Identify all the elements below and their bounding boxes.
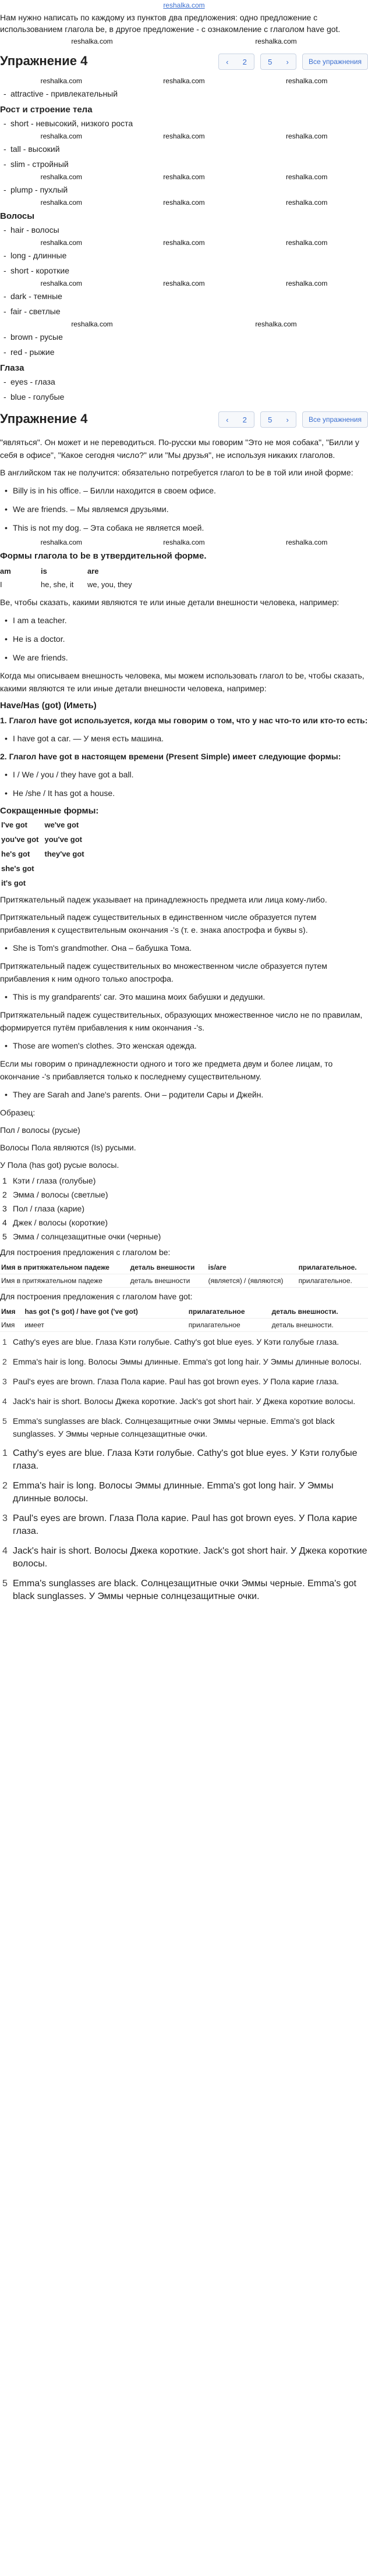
watermark: reshalka.com — [40, 538, 83, 546]
form-cell — [134, 578, 368, 591]
be-example: • He is a doctor. — [0, 630, 368, 648]
watermark-row — [0, 76, 368, 86]
watermark: reshalka.com — [255, 37, 297, 45]
task-list-item: 1 Кэти / глаза (голубые) — [2, 1176, 96, 1185]
grammar-example: • This is not my dog. – Эта собака не является моей. — [0, 518, 368, 537]
watermark: reshalka.com — [40, 77, 83, 85]
vocab-item: - short - короткие — [0, 263, 368, 278]
watermark-row — [0, 131, 368, 141]
answer-item: 2 Emma's hair is long. Волосы Эммы длинные. Emma's got long hair. У Эммы длинные волосы. — [2, 1357, 362, 1366]
watermark-row — [0, 537, 368, 548]
answers-big — [0, 1444, 368, 1607]
form-cell: are — [87, 567, 99, 575]
have-heading: Have/Has (got) (Иметь) — [0, 701, 97, 710]
have-example: • I have got a car. — У меня есть машина. — [0, 729, 368, 748]
short-forms-heading: Сокращенные формы: — [0, 806, 99, 816]
watermark: reshalka.com — [163, 279, 205, 287]
vocab-item: - long - длинные — [0, 248, 368, 263]
short-form: she's got — [1, 864, 34, 873]
be-construction-table — [0, 1261, 368, 1288]
answer-item-big: 2 Emma's hair is long. Волосы Эммы длинные. Emma's got long hair. У Эммы длинные волосы. — [2, 1481, 334, 1504]
watermark: reshalka.com — [255, 320, 297, 328]
exercise-nav-next-2[interactable] — [260, 411, 296, 428]
short-form: you've got — [44, 835, 82, 844]
table-cell: Имя — [0, 1305, 23, 1319]
exercise-header — [0, 47, 368, 76]
possessive-5: Если мы говорим о принадлежности одного и того же предмета двум и более лицам, то окончание -'s прибавляется только к последнему существительному. — [0, 1059, 333, 1081]
exercise-nav[interactable] — [218, 54, 254, 70]
watermark-row — [0, 237, 368, 248]
be-uses: Be, чтобы сказать, какими являются те или иные детали внешности человека, например: — [0, 598, 339, 607]
vocab-heading: Рост и строение тела — [0, 105, 93, 115]
form-cell: I — [0, 580, 2, 589]
watermark: reshalka.com — [163, 77, 205, 85]
hair-label: Пол / волосы (русые) — [0, 1125, 80, 1135]
answer-item-big: 5 Emma's sunglasses are black. Солнцезащитные очки Эммы черные. Emma's got black sunglasses. У Эммы черные солнцезащитные очки. — [2, 1579, 356, 1601]
table-cell: прилагательное. — [298, 1261, 368, 1274]
construction-be: Для построения предложения с глаголом be: — [0, 1248, 171, 1257]
possessive-example: • This is my grandparents' car. Это машина моих бабушки и дедушки. — [0, 987, 368, 1006]
short-forms-table — [0, 817, 90, 891]
chevron-left-icon[interactable]: ‹ — [226, 415, 229, 424]
answer-item-big: 4 Jack's hair is short. Волосы Джека короткие. Jack's got short hair. У Джека короткие волосы. — [2, 1546, 367, 1569]
short-form: it's got — [1, 879, 26, 887]
possessive-4: Притяжательный падеж существительных, образующих множественное число не по правилам, формируется путём прибавления к ним окончания -'s. — [0, 1010, 363, 1032]
hair-example: Волосы Пола являются (Is) русыми. — [0, 1143, 136, 1152]
table-cell: деталь внешности — [129, 1261, 207, 1274]
watermark-row — [0, 172, 368, 182]
table-cell: (является) / (являются) — [207, 1274, 297, 1288]
table-cell: Имя в притяжательном падеже — [0, 1274, 129, 1288]
watermark: reshalka.com — [71, 37, 113, 45]
answer-item: 4 Jack's hair is short. Волосы Джека короткие. Jack's got short hair. У Джека короткие волосы. — [2, 1397, 356, 1406]
vocab-item: - blue - голубые — [0, 389, 368, 404]
short-form — [45, 862, 89, 875]
form-cell — [134, 564, 368, 578]
exercise-controls-2 — [218, 411, 368, 428]
task-list — [0, 1174, 368, 1243]
table-cell: прилагательное. — [298, 1274, 368, 1288]
table-cell: has got ('s got) / have got ('ve got) — [23, 1305, 187, 1319]
possessive-3: Притяжательный падеж существительных во множественном числе образуется путем прибавления к ним одного только апострофа. — [0, 961, 327, 983]
watermark: reshalka.com — [163, 239, 205, 247]
exercise-header-2 — [0, 404, 368, 434]
possessive-example: • Those are women's clothes. Это женская одежда. — [0, 1036, 368, 1055]
short-form: we've got — [44, 820, 79, 829]
short-form — [45, 876, 89, 890]
short-form: I've got — [1, 820, 27, 829]
short-form: you've got — [1, 835, 39, 844]
table-cell: прилагательное — [187, 1319, 271, 1332]
table-row — [0, 1261, 368, 1274]
exercise-controls — [218, 54, 368, 70]
prev-exercise-number-2[interactable]: 2 — [242, 415, 247, 424]
vocab-item: - slim - стройный — [0, 157, 368, 172]
watermark: reshalka.com — [285, 132, 328, 140]
possessive-example: • She is Tom's grandmother. Она – бабушка Тома. — [0, 939, 368, 957]
task-list-item: 3 Пол / глаза (карие) — [2, 1204, 85, 1213]
vocab-item: - brown - русые — [0, 329, 368, 344]
possessive-2: Притяжательный падеж существительных в единственном числе образуется путем прибавления к существительным окончания -'s (т. е. знака апострофа и буквы s). — [0, 912, 317, 935]
watermark: reshalka.com — [285, 173, 328, 181]
table-cell: деталь внешности. — [271, 1305, 368, 1319]
short-form: they've got — [44, 850, 84, 858]
construction-have: Для построения предложения с глаголом have got: — [0, 1292, 193, 1301]
all-exercises-button[interactable]: Все упражнения — [302, 54, 368, 70]
be-example: • I am a teacher. — [0, 611, 368, 630]
table-row — [0, 1305, 368, 1319]
watermark: reshalka.com — [285, 77, 328, 85]
table-cell: имеет — [23, 1319, 187, 1332]
vocab-item: - tall - высокий — [0, 141, 368, 157]
exercise-title-2: Упражнение 4 — [0, 411, 88, 426]
table-row — [0, 1274, 368, 1288]
watermark: reshalka.com — [163, 132, 205, 140]
exercise-nav-next[interactable] — [260, 54, 296, 70]
body-description: Когда мы описываем внешность человека, мы можем использовать глагол to be, чтобы сказать, какими являются те или иные детали внешности человека, например: — [0, 671, 365, 693]
answer-item: 3 Paul's eyes are brown. Глаза Пола карие. Paul has got brown eyes. У Пола карие глаза. — [2, 1377, 339, 1386]
watermark: reshalka.com — [163, 198, 205, 207]
forms-heading: Формы глагола to be в утвердительной форме. — [0, 551, 207, 561]
grammar-intro2: В английском так не получится: обязательно потребуется глагол to be в той или иной форме: — [0, 468, 353, 477]
chevron-left-icon[interactable]: ‹ — [226, 57, 229, 66]
vocab-item: - plump - пухлый — [0, 182, 368, 197]
next-exercise-number[interactable]: 5 — [268, 57, 273, 66]
watermark-row — [0, 278, 368, 289]
chevron-right-icon[interactable]: › — [286, 415, 289, 424]
watermark: reshalka.com — [285, 538, 328, 546]
table-cell: is/are — [207, 1261, 297, 1274]
watermark: reshalka.com — [40, 279, 83, 287]
vocab-item: - attractive - привлекательный — [0, 86, 368, 101]
watermark: reshalka.com — [71, 320, 113, 328]
short-form: he's got — [1, 850, 30, 858]
forms-grid — [0, 562, 368, 594]
vocab-item: - hair - волосы — [0, 222, 368, 237]
task-description: Нам нужно написать по каждому из пунктов два предложения: одно предложение с использованием глагола be, в другое предложение - с ознакомление с глаголом have got. — [0, 13, 341, 34]
have-rule-2: 2. Глагол have got в настоящем времени (Present Simple) имеет следующие формы: — [0, 752, 341, 761]
has-got-label: У Пола (has got) русые волосы. — [0, 1160, 119, 1170]
next-exercise-number-2[interactable]: 5 — [268, 415, 273, 424]
table-cell: деталь внешности — [129, 1274, 207, 1288]
chevron-right-icon[interactable]: › — [286, 57, 289, 66]
table-cell: деталь внешности. — [271, 1319, 368, 1332]
have-example: • He /she / It has got a house. — [0, 784, 368, 802]
answer-item: 5 Emma's sunglasses are black. Солнцезащитные очки Эммы черные. Emma's got black sunglasses. У Эммы черные солнцезащитные очки. — [2, 1416, 335, 1438]
vocab-item: - dark - темные — [0, 289, 368, 304]
watermark: reshalka.com — [285, 239, 328, 247]
watermark-row — [0, 197, 368, 208]
vocab-item: - eyes - глаза — [0, 374, 368, 389]
table-cell: Имя в притяжательном падеже — [0, 1261, 129, 1274]
vocab-item: - red - рыжие — [0, 344, 368, 360]
have-rule-1: 1. Глагол have got используется, когда мы говорим о том, что у нас что-то или кто-то есть: — [0, 716, 368, 725]
form-cell: he, she, it — [41, 580, 74, 589]
watermark: reshalka.com — [40, 132, 83, 140]
table-cell: прилагательное — [187, 1305, 271, 1319]
watermark: reshalka.com — [163, 173, 205, 181]
vocab-heading: Волосы — [0, 211, 35, 221]
task-list-item: 5 Эмма / солнцезащитные очки (черные) — [2, 1232, 161, 1241]
task-list-item: 4 Джек / волосы (короткие) — [2, 1218, 108, 1227]
have-construction-table — [0, 1305, 368, 1332]
vocab-heading: Глаза — [0, 363, 24, 373]
answer-item-big: 3 Paul's eyes are brown. Глаза Пола карие. Paul has got brown eyes. У Пола карие глаза. — [2, 1513, 358, 1536]
site-link[interactable]: reshalka.com — [163, 1, 205, 9]
watermark: reshalka.com — [40, 239, 83, 247]
answer-item-big: 1 Cathy's eyes are blue. Глаза Кэти голубые. Cathy's got blue eyes. У Кэти голубые глаза. — [2, 1448, 358, 1471]
watermark: reshalka.com — [163, 538, 205, 546]
form-cell: am — [0, 567, 11, 575]
example-label: Образец: — [0, 1108, 36, 1117]
form-cell: is — [41, 567, 47, 575]
exercise-title: Упражнение 4 — [0, 54, 88, 68]
have-example: • I / We / you / they have got a ball. — [0, 765, 368, 784]
vocab-item: - short - невысокий, низкого роста — [0, 116, 368, 131]
watermark: reshalka.com — [285, 279, 328, 287]
watermark: reshalka.com — [40, 173, 83, 181]
possessive-1: Притяжательный падеж указывает на принадлежность предмета или лица кому-либо. — [0, 895, 327, 904]
watermark-row — [0, 36, 368, 47]
table-cell: Имя — [0, 1319, 23, 1332]
prev-exercise-number[interactable]: 2 — [242, 57, 247, 66]
all-exercises-button-2[interactable]: Все упражнения — [302, 411, 368, 428]
exercise-nav-2[interactable] — [218, 411, 254, 428]
answers-small — [0, 1332, 368, 1444]
possessive-example: • They are Sarah and Jane's parents. Они – родители Сары и Джейн. — [0, 1085, 368, 1104]
watermark: reshalka.com — [285, 198, 328, 207]
watermark-row — [0, 319, 368, 329]
answer-item: 1 Cathy's eyes are blue. Глаза Кэти голубые. Cathy's got blue eyes. У Кэти голубые глаза. — [2, 1337, 339, 1346]
vocab-item: - fair - светлые — [0, 304, 368, 319]
table-row — [0, 1319, 368, 1332]
be-example: • We are friends. — [0, 648, 368, 667]
grammar-example: • We are friends. – Мы являемся друзьями. — [0, 500, 368, 518]
form-cell: we, you, they — [87, 580, 132, 589]
watermark: reshalka.com — [40, 198, 83, 207]
grammar-example: • Billy is in his office. – Билли находится в своем офисе. — [0, 481, 368, 500]
grammar-intro: "являться". Он может и не переводиться. По-русски мы говорим "Это не моя собака", "Билли у себя в офисе", "Какое сегодня число?" или "Мы друзья", не используя никаких глаголов. — [0, 438, 359, 460]
task-list-item: 2 Эмма / волосы (светлые) — [2, 1190, 108, 1199]
